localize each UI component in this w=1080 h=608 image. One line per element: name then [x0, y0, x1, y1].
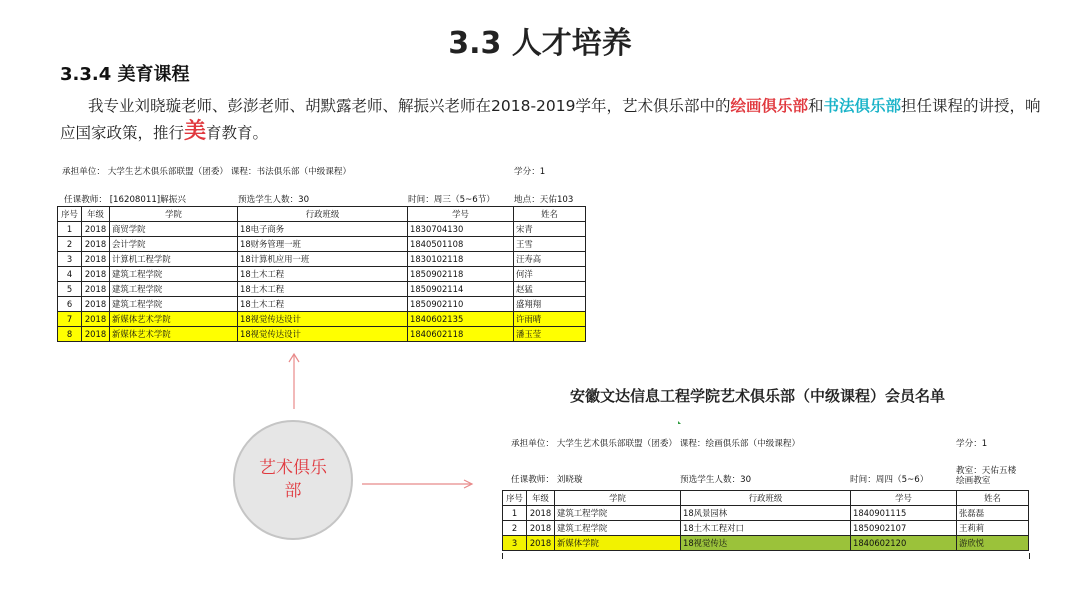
table-cell: 18视觉传达设计: [238, 312, 408, 327]
table-cell: 1850902107: [851, 521, 957, 536]
table-cell: 4: [58, 267, 82, 282]
col-header: 序号: [503, 491, 527, 506]
table-cell: 3: [503, 536, 527, 551]
table-cell: 1840901115: [851, 506, 957, 521]
club-painting: 绘画俱乐部: [730, 97, 809, 115]
table-cell: 王莉莉: [957, 521, 1029, 536]
sheet2-time: 时间：周四（5~6）: [850, 475, 929, 485]
sheet2-credit: 学分：1: [956, 439, 988, 449]
art-club-circle: [233, 420, 353, 540]
table-cell: 1840602118: [408, 327, 514, 342]
table-cell: 2018: [82, 237, 110, 252]
table-cell: 18视觉传达设计: [238, 327, 408, 342]
club-calligraphy: 书法俱乐部: [823, 97, 902, 115]
table-cell: 建筑工程学院: [555, 521, 681, 536]
col-header: 姓名: [514, 207, 586, 222]
table-cell: 18财务管理一班: [238, 237, 408, 252]
table-cell: 18土木工程: [238, 297, 408, 312]
table-cell: 1850902118: [408, 267, 514, 282]
table-cell: 18计算机应用一班: [238, 252, 408, 267]
table-cell: 潘玉莹: [514, 327, 586, 342]
page-title: 3.3 人才培养: [448, 26, 632, 61]
sheet2-location: 教室：天佑五楼 绘画教室: [956, 466, 1017, 486]
table-cell: 6: [58, 297, 82, 312]
col-header: 学号: [851, 491, 957, 506]
sheet1-location: 地点：天佑103: [514, 195, 574, 205]
table-cell: 2: [503, 521, 527, 536]
table-cell: 计算机工程学院: [110, 252, 238, 267]
para-text-1: 我专业刘晓璇老师、彭澎老师、胡默露老师、解振兴老师在2018-2019学年，艺术俱乐部中的: [88, 97, 731, 115]
table-cell: 1850902114: [408, 282, 514, 297]
table-cell: 建筑工程学院: [555, 506, 681, 521]
table-cell: 2018: [82, 327, 110, 342]
table-cell: 汪寿高: [514, 252, 586, 267]
table-cell: 18电子商务: [238, 222, 408, 237]
table-cell: 何洋: [514, 267, 586, 282]
table-cell: 1: [58, 222, 82, 237]
table-cell: 18土木工程对口: [681, 521, 851, 536]
table-cell: 1840602135: [408, 312, 514, 327]
section-heading: 3.3.4 美育课程: [60, 64, 190, 85]
table-cell: 1840602120: [851, 536, 957, 551]
table-cell: 许雨晴: [514, 312, 586, 327]
table-cell: 2018: [82, 222, 110, 237]
sheet1-expected: 预选学生人数：30: [238, 195, 310, 205]
table-cell: 18视觉传达: [681, 536, 851, 551]
col-header: 姓名: [957, 491, 1029, 506]
table-cell: 2018: [82, 267, 110, 282]
col-header: 年级: [527, 491, 555, 506]
col-header: 行政班级: [238, 207, 408, 222]
table-cell: 建筑工程学院: [110, 297, 238, 312]
sheet2-teacher: 任课教师： 刘晓璇: [511, 475, 583, 485]
sheet1-teacher: 任课教师： [16208011]解振兴: [64, 195, 186, 205]
col-header: 学号: [408, 207, 514, 222]
table-cell: 盛翔翔: [514, 297, 586, 312]
col-header: 年级: [82, 207, 110, 222]
table-cell: 3: [58, 252, 82, 267]
sheet2-unit: 承担单位： 大学生艺术俱乐部联盟（团委） 课程：绘画俱乐部（中级课程）: [511, 439, 801, 449]
table-cell: 18土木工程: [238, 282, 408, 297]
para-and: 和: [808, 97, 824, 115]
table-cell: 建筑工程学院: [110, 267, 238, 282]
table-cell: 建筑工程学院: [110, 282, 238, 297]
col-header: 学院: [110, 207, 238, 222]
table-cell: 新媒体艺术学院: [110, 327, 238, 342]
table-cell: 王雪: [514, 237, 586, 252]
table-cell: 1850902110: [408, 297, 514, 312]
sheet1-unit: 承担单位： 大学生艺术俱乐部联盟（团委） 课程：书法俱乐部（中级课程）: [62, 167, 352, 177]
table-cell: 会计学院: [110, 237, 238, 252]
table-cell: 2: [58, 237, 82, 252]
table-cell: 1: [503, 506, 527, 521]
sheet2-title: 安徽文达信息工程学院艺术俱乐部（中级课程）会员名单: [570, 387, 946, 405]
art-club-label: 艺术俱乐部: [259, 458, 327, 501]
table-cell: 7: [58, 312, 82, 327]
table-cell: 18风景园林: [681, 506, 851, 521]
table-cell: 2018: [82, 252, 110, 267]
sheet1-credit: 学分：1: [514, 167, 546, 177]
col-header: 行政班级: [681, 491, 851, 506]
table-cell: 宋青: [514, 222, 586, 237]
col-header: 序号: [58, 207, 82, 222]
table-cell: 2018: [82, 282, 110, 297]
table-cell: 2018: [82, 312, 110, 327]
sheet1-time: 时间：周三（5~6节）: [408, 195, 495, 205]
table-cell: 新媒体艺术学院: [110, 312, 238, 327]
para-big-char: 美: [184, 119, 207, 144]
table-cell: 1830102118: [408, 252, 514, 267]
table-cell: 新媒体学院: [555, 536, 681, 551]
table-cell: 2018: [82, 297, 110, 312]
para-text-3: 育教育。: [206, 124, 269, 142]
table-cell: 5: [58, 282, 82, 297]
table-cell: 1840501108: [408, 237, 514, 252]
table-cell: 游欣悦: [957, 536, 1029, 551]
table-cell: 商贸学院: [110, 222, 238, 237]
table-cell: 张磊磊: [957, 506, 1029, 521]
table-cell: 8: [58, 327, 82, 342]
table-cell: 2018: [527, 521, 555, 536]
table-cell: 18土木工程: [238, 267, 408, 282]
table-cell: 赵猛: [514, 282, 586, 297]
table-cell: 2018: [527, 536, 555, 551]
table-cell: 1830704130: [408, 222, 514, 237]
col-header: 学院: [555, 491, 681, 506]
sheet2-expected: 预选学生人数：30: [680, 475, 752, 485]
para-text-2: 担任课程的讲授，响应国家政策，推行: [60, 97, 1041, 142]
table-cell: 2018: [527, 506, 555, 521]
